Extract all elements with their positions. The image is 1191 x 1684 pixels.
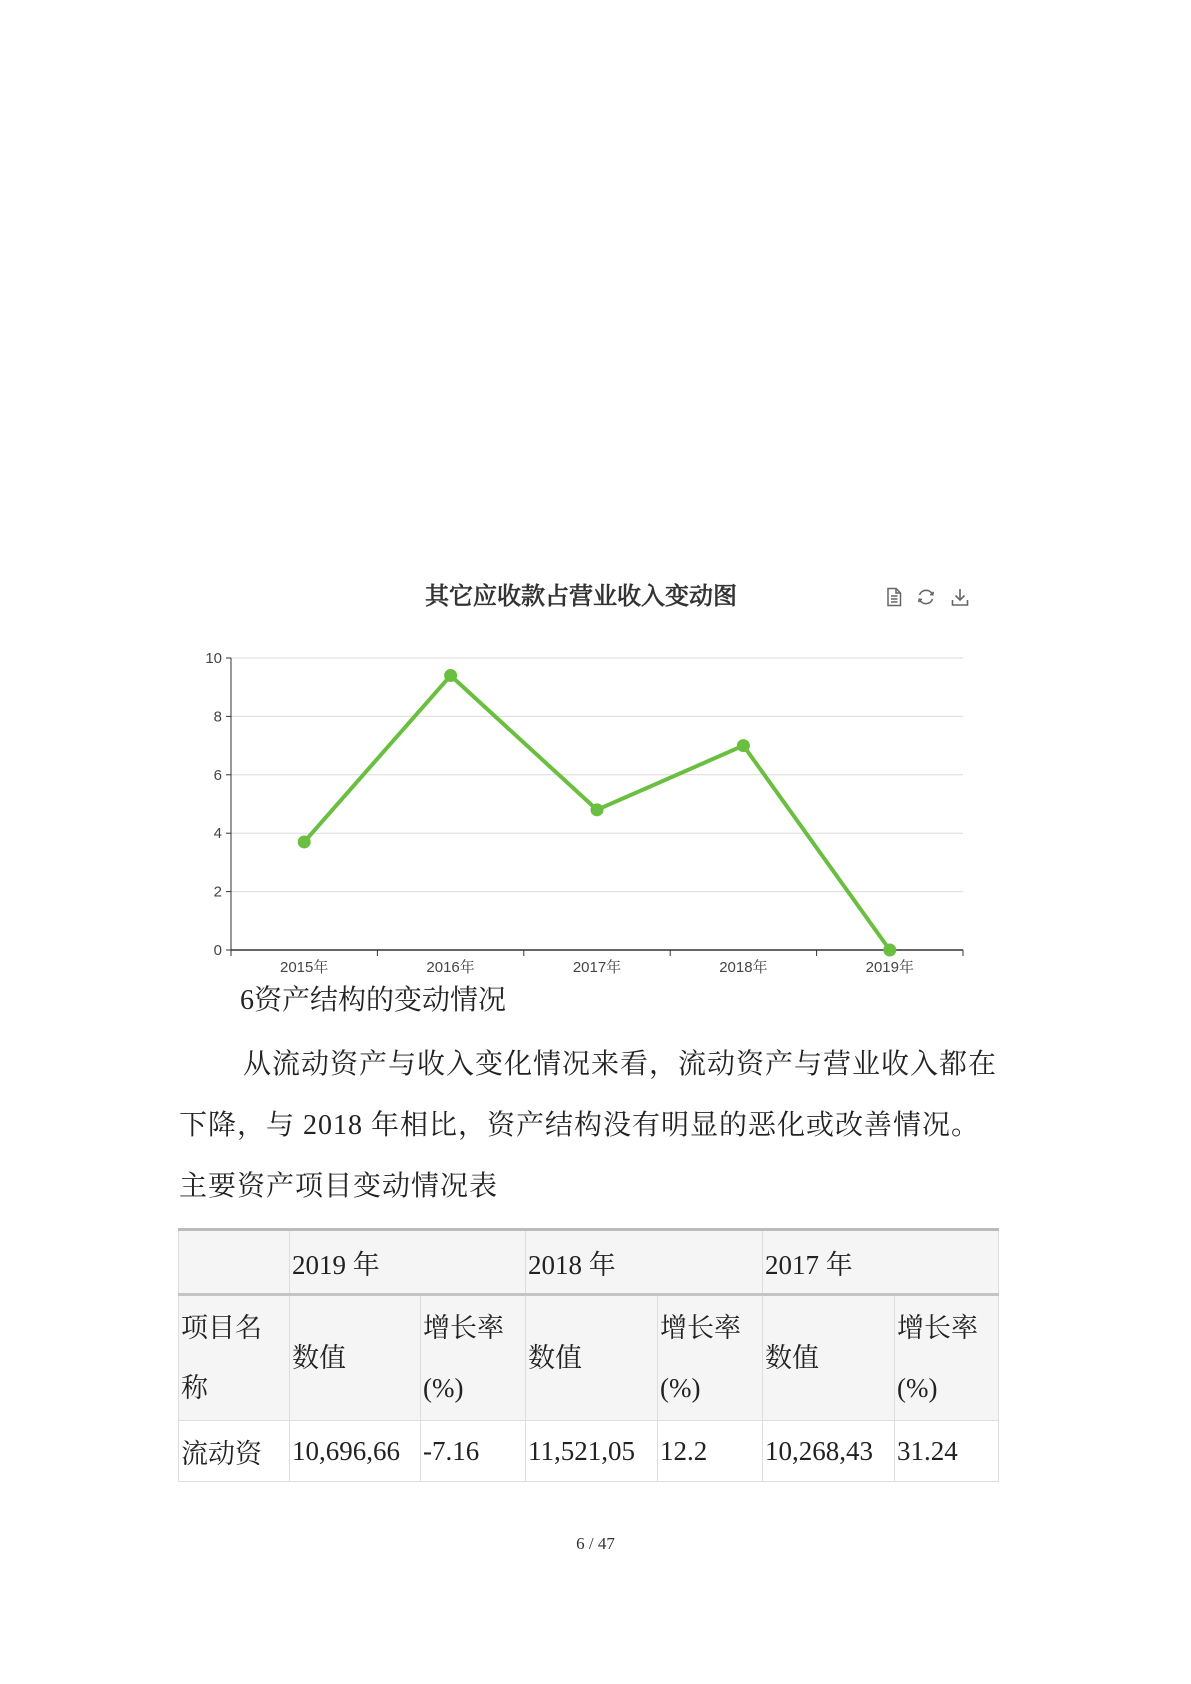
- growth-header-cell: [421, 1295, 526, 1421]
- section-heading: 6资产结构的变动情况: [240, 985, 507, 1016]
- line-chart-plot: [160, 570, 1000, 990]
- table-cell: 10,268,43: [763, 1421, 895, 1482]
- item-name-header-cell: [179, 1295, 290, 1421]
- growth-rate-header: 增长率(%): [423, 1313, 504, 1403]
- table-caption: 主要资产项目变动情况表: [179, 1171, 499, 1202]
- table-cell: 11,521,05: [526, 1421, 658, 1482]
- growth-rate-header: 增长率(%): [897, 1313, 978, 1403]
- y-tick-label: 4: [213, 825, 222, 843]
- value-header: 数值: [526, 1295, 658, 1421]
- header-blank-cell: [179, 1230, 290, 1295]
- item-name-header: 项目名称: [181, 1313, 262, 1403]
- y-tick-label: 6: [213, 766, 222, 784]
- year-header-cell: 2017 年: [763, 1230, 999, 1295]
- chart-title: 其它应收款占营业收入变动图: [425, 583, 737, 610]
- table-cell: -7.16: [421, 1421, 526, 1482]
- x-tick-label: 2016年: [426, 959, 475, 976]
- paragraph-line: 下降，与 2018 年相比，资产结构没有明显的恶化或改善情况。: [179, 1110, 981, 1141]
- y-tick-label: 10: [205, 650, 222, 667]
- x-tick-label: 2018年: [719, 959, 768, 976]
- growth-header-cell: [658, 1295, 763, 1421]
- year-header-cell: 2019 年: [290, 1230, 526, 1295]
- y-tick-label: 0: [213, 942, 222, 959]
- other-receivables-chart: [160, 570, 1000, 990]
- asset-change-table: [178, 1228, 999, 1482]
- x-tick-label: 2017年: [572, 959, 622, 976]
- data-point: [883, 944, 896, 957]
- table-row: [179, 1421, 999, 1482]
- growth-rate-header: 增长率(%): [660, 1313, 741, 1403]
- growth-header-cell: [895, 1295, 999, 1421]
- table-subheader-row: [179, 1295, 999, 1421]
- paragraph-line: 从流动资产与收入变化情况来看，流动资产与营业收入都在: [243, 1049, 998, 1080]
- table-cell: 31.24: [895, 1421, 999, 1482]
- data-point: [444, 669, 457, 682]
- row-label: 流动资: [179, 1421, 290, 1482]
- y-tick-label: 2: [213, 883, 222, 901]
- value-header: 数值: [763, 1295, 895, 1421]
- y-tick-label: 8: [213, 708, 222, 726]
- x-tick-label: 2019年: [865, 959, 914, 976]
- page-number: 6 / 47: [576, 1534, 615, 1553]
- data-point: [591, 803, 604, 816]
- table-header-row: [179, 1230, 999, 1295]
- x-tick-label: 2015年: [280, 959, 329, 976]
- year-header-cell: 2018 年: [526, 1230, 763, 1295]
- body-paragraph: [179, 1034, 1019, 1156]
- table-cell: 12.2: [658, 1421, 763, 1482]
- value-header: 数值: [290, 1295, 421, 1421]
- data-point: [298, 835, 311, 848]
- data-point: [737, 739, 750, 752]
- table-cell: 10,696,66: [290, 1421, 421, 1482]
